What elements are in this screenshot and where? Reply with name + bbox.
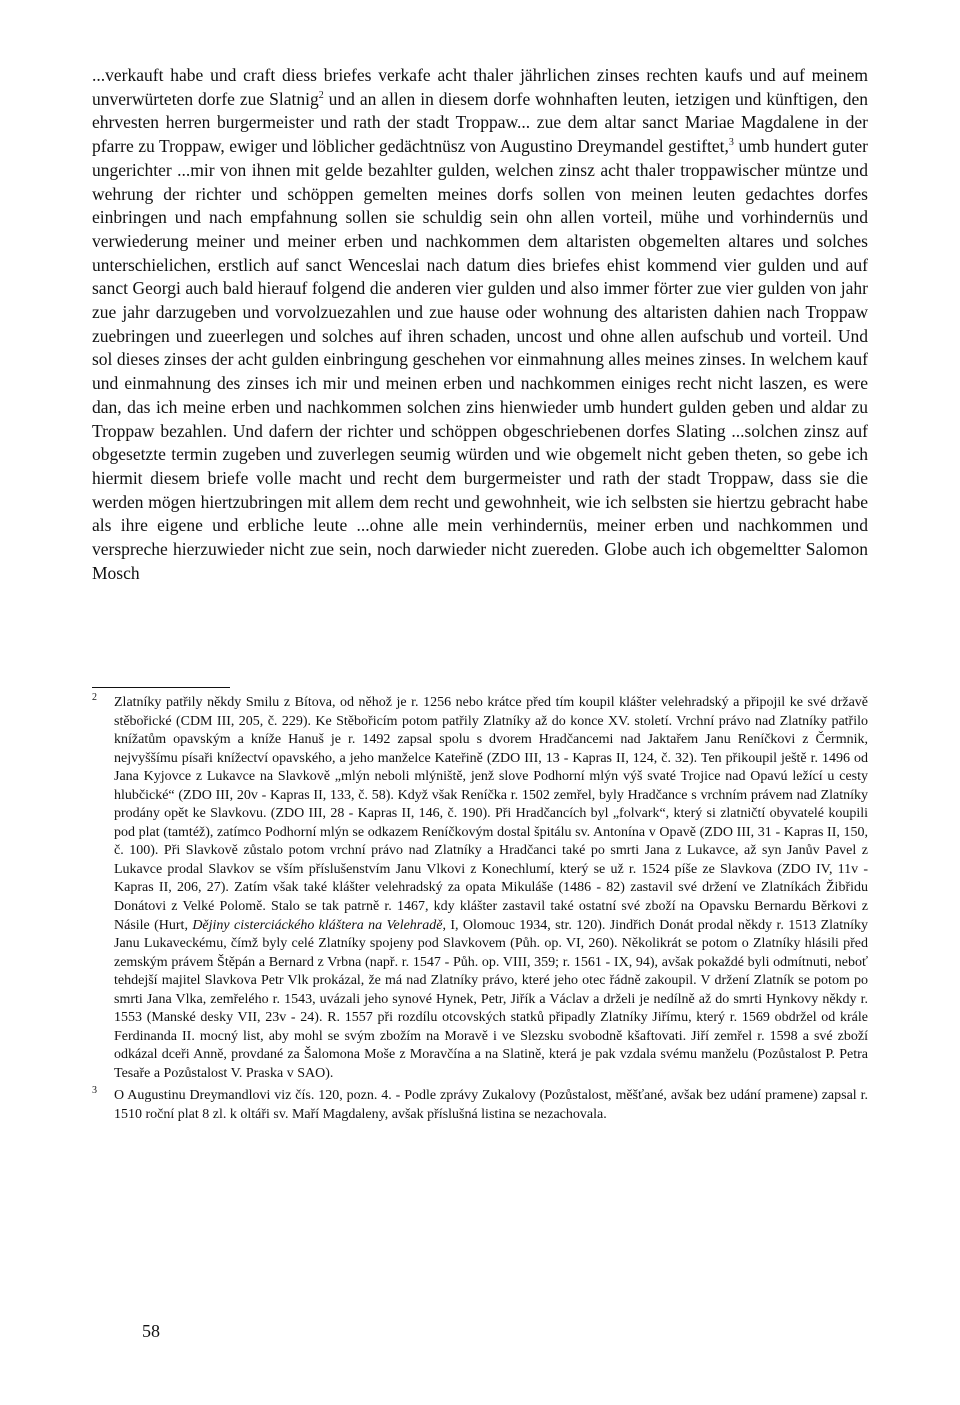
footnote-text: Zlatníky patřily někdy Smilu z Bítova, od něhož je r. 1256 nebo krátce před tím koupil klášter velehradský a připojil ke své državě stěbořické (CDM III, 205, č. 229). Ke Stěbořicím potom patřily Zlatníky až do konce XV. století. Vrchní právo nad Zlatníky patřilo knížatům opavským a kníže Hanuš je r. 1492 zapsal spolu s dvorem Hradčancemi nad Jaktařem Janu Reníčkovi z Čermnik, nejvyššímu písaři knížectví opavského, a jeho manželce Kateřině (ZDO III, 13 - Kapras II, 124, č. 32). Ten přikoupil ještě r. 1496 od Jana Kyjovce z Lukavce na Slavkově „mlýn neboli mlýniště, jenž slove Podhorní mlýn výš svaté Trojice nad Opavú ležící u cesty hlubčické“ (ZDO III, 20v - Kapras II, 133, č. 58). Když však Reníčka r. 1502 zemřel, byly Hradčance s vrchním právem nad Zlatníky prodány opět ke Slavkovu. (ZDO III, 28 - Kapras II, 146, č. 190). Při Hradčancích byl „folvark“, který si zlatničtí obyvatelé koupili pod plat (tamtéž), zatímco Podhorní mlýn se odkazem Reníčkovým dostal špitálu sv. Antonína v Opavě (ZDO III, 31 - Kapras II, 150, č. 100). Při Slavkově zůstalo potom vrchní právo nad Zlatníky a Hradčanci také po smrti Jana z Lukavce, až syn Janův Pavel z Lukavce prodal Slavkov se vším příslušenstvím Janu Vlkovi z Konechlumí, který se už r. 1524 píše ze Slavkova (ZDO IV, 11v - Kapras II, 206, 27). Zatím však také klášter velehradský za opata Mikuláše (1486 - 82) zastavil své držení ve Zlatníkách Žibřidu Donátovi z Velké Polomě. Stalo se tak patrně r. 1467, kdy klášter zastavil také ostatní své zboží na Opavsku Bernardu Běrkovi z Násile (Hurt, — [114, 695, 868, 933]
footnote-body — [114, 695, 868, 1081]
footnote-2 — [92, 694, 868, 1083]
footnote-3 — [92, 1087, 868, 1124]
footnote-body — [114, 1088, 868, 1122]
page-number: 58 — [142, 1321, 160, 1341]
main-text-part-3: umb hundert guter ungerichter ...mir von ihnen mit gelde bezahlter gulden, welchen zinsz acht thaler troppawischer müntze und wehrung der richter und schöppen gemelten meines dorfs sollen von meinen leuten gedachtes dorfes einbringen und nach empfahnung sollen sie schuldig sein ohn allen vorteil, mühe und vorhindernüs und verwiederung meiner und meiner erben und nachkommen dem altaristen obgemelten altares und solches unterschielichen, erstlich auf sanct Wenceslai nach datum dies briefes ehist kommend vier gulden und auf sanct Georgi auch bald hierauf folgend die anderen vier gulden und also immer förter zue vier gulden von jahr zue jahr darzugeben und vorvolzuezahlen und zue hause oder wohnung des altaristen dahien nach Troppaw zuebringen und zueerlegen und solches auf ihren schaden, uncost und ohne allen aufschub und vorteil. Und sol dieses zinses der acht gulden einbringung geschehen vor einmahnung alles meines zinses. In welchem kauf und einmahnung des zinses ich mir und meinen erben und nachkommen einiges recht nicht laszen, es were dan, das ich meine erben und nachkommen solchen zins hienwieder umb hundert gulden geben und aldar zu Troppaw bezahlen. Und dafern der richter und schöppen obgeschriebenen dorfes Slating ...solchen zinsz auf obgesetzte termin zugeben und zuverlegen seumig würden und wie obgemelt nicht geben theten, so gebe ich hiermit diesem briefe volle macht und recht dem burgermeister und rath der stadt Troppaw, dass sie die werden mögen hiertzubringen mit allem dem recht und gewohnheit, wie ich selbsten sie hiertzu gebracht habe als ihre eigene und erbliche leute ...ohne alle mein verhindernüs, meiner erben und nachkommen und verspreche hierzuwieder nicht zue sein, noch darwieder nicht zuereden. Globe auch ich obgemeltter Salomon Mosch — [92, 136, 868, 583]
footnote-text-continued: , I, Olomouc 1934, str. 120). Jindřich Donát prodal někdy r. 1513 Zlatníky Janu Lukaveckému, čímž byly celé Zlatníky spojeny pod Slavkovem (Půh. op. VI, 260). Několikrát se potom o Zlatníky hlásili před zemským právem Štěpán a Bernard z Vrbna (např. r. 1547 - Půh. op. VIII, 359; r. 1561 - IX, 94), avšak pokaždé byli odmítnuti, neboť tehdejší majitel Slavkova Petr Vlk prokázal, že má nad Zlatníky právo, které jeho otec řádně zakoupil. V držení Zlatník se potom po smrti Jana Vlka, zemřelého r. 1543, uvázali jeho synové Hynek, Petr, Jiřík a Václav a drželi je nedílně až do smrti Hynkovy někdy r. 1553 (Manské desky VII, 23v - 24). R. 1557 při rozdílu otcovských statků připadly Zlatníky Jiřímu, který r. 1569 obdržel od krále Ferdinanda II. mocný list, aby mohl se svým zbožím na Moravě i ve Slezsku svobodně kšaftovati. Jiří zemřel r. 1598 a své zboží odkázal dceři Anně, provdané za Šalomona Moše z Moravčína a na Slatině, která je pak vzdala svému manželu (Pozůstalost P. Petra Tesaře a Pozůstalost V. Praska v SAO). — [114, 917, 869, 1081]
main-text-part-2: und an allen in diesem dorfe wohnhaften leuten, ietzigen und künftigen, den ehrvesten herren burgermeister und rath der stadt Troppaw... zue dem altar sanct Mariae Magdalene in der pfarre zu Troppaw, ewiger und löblicher gedächtnüsz von Augustino Dreymandel gestiftet, — [92, 88, 868, 157]
footnote-mark: 2 — [92, 692, 97, 703]
footnote-separator — [92, 687, 230, 688]
main-paragraph — [92, 64, 868, 585]
footnotes-section — [92, 694, 868, 1129]
footnote-reference-3[interactable]: 3 — [728, 137, 734, 149]
footnote-italic-title: Dějiny cisterciáckého kláštera na Velehradě — [192, 917, 443, 933]
footnote-mark: 3 — [92, 1085, 97, 1097]
main-text-block — [92, 64, 868, 585]
footnote-reference-2[interactable]: 2 — [318, 89, 324, 101]
footnote-text: O Augustinu Dreymandlovi viz čís. 120, pozn. 4. - Podle zprávy Zukalovy (Pozůstalost, měšťané, avšak bez udání pramene) zapsal r. 1510 roční plat 8 zl. k oltáři sv. Maří Magdaleny, avšak příslušná listina se nezachovala. — [114, 1088, 868, 1123]
main-text-part-1: ...verkauft habe und craft diess briefes verkafe acht thaler jährlichen zinses rechten kaufs und auf meinem unverwürteten dorfe zue Slatnig — [92, 65, 868, 109]
